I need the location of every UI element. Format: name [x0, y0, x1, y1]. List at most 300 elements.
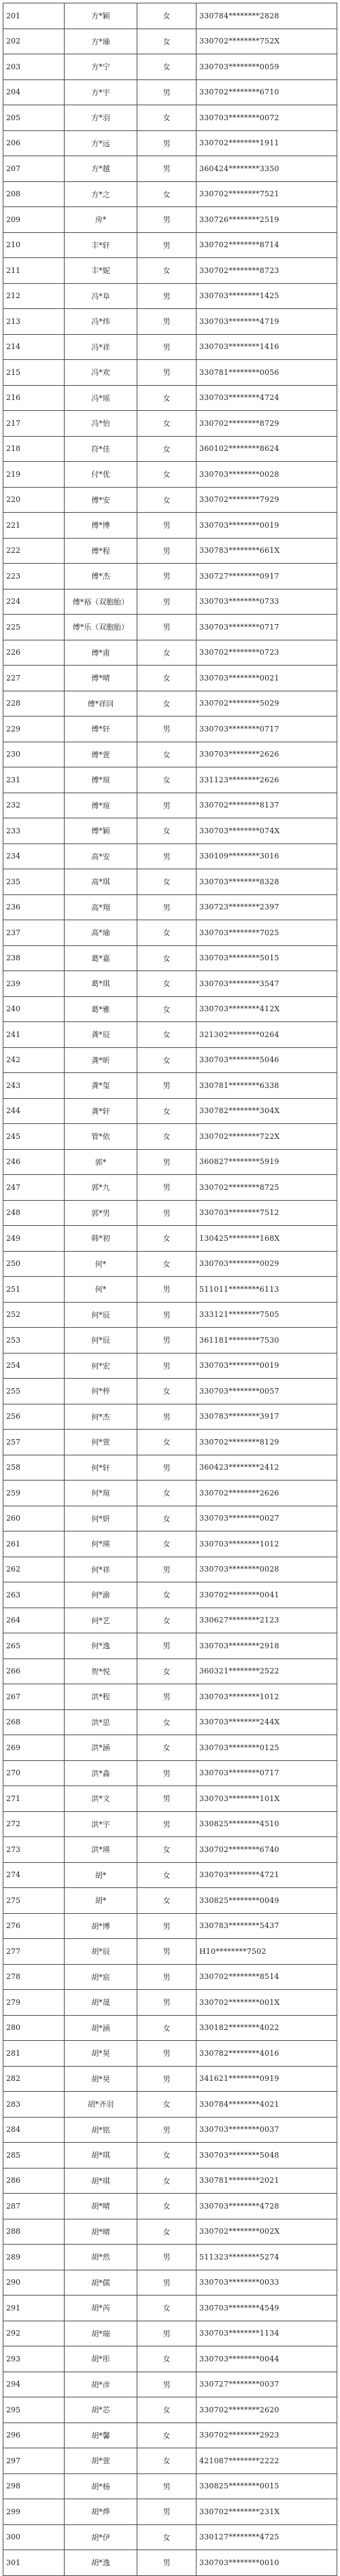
gender-cell: 女: [137, 2397, 197, 2423]
table-row: [3, 640, 337, 666]
student-list: [3, 3, 337, 2576]
id-number-cell: 330703********0125: [197, 1735, 337, 1761]
student-name-cell: 方*宁: [65, 54, 137, 80]
id-number-cell: 330702********722X: [197, 1124, 337, 1150]
student-name-cell: 胡*儒: [65, 2270, 137, 2296]
student-name-cell: 管*依: [65, 1124, 137, 1150]
gender-cell: 男: [137, 1404, 197, 1430]
table-row: [3, 2219, 337, 2245]
student-name-cell: 胡*昊: [65, 2041, 137, 2067]
student-name-cell: 贺*悦: [65, 1658, 137, 1684]
row-number-cell: 276: [3, 1913, 65, 1939]
row-number-cell: 239: [3, 971, 65, 997]
student-name-cell: 葛*雅: [65, 996, 137, 1022]
table-row: [3, 767, 337, 793]
id-number-cell: 511323********5274: [197, 2245, 337, 2270]
student-name-cell: 房*: [65, 207, 137, 233]
student-name-cell: 冯*炜: [65, 309, 137, 335]
gender-cell: 男: [137, 2550, 197, 2576]
student-name-cell: 高*安: [65, 843, 137, 869]
table-row: [3, 1786, 337, 1812]
row-number-cell: 289: [3, 2245, 65, 2270]
student-name-cell: 冯*欢: [65, 360, 137, 386]
student-name-cell: 洪*文: [65, 1786, 137, 1812]
gender-cell: 男: [137, 1633, 197, 1659]
id-number-cell: 330783********3917: [197, 1404, 337, 1430]
student-name-cell: 郭*: [65, 1149, 137, 1175]
id-number-cell: 330703********2626: [197, 742, 337, 767]
id-number-cell: 341621********0919: [197, 2066, 337, 2092]
row-number-cell: 210: [3, 232, 65, 258]
row-number-cell: 263: [3, 1582, 65, 1608]
id-number-cell: 330702********6740: [197, 1837, 337, 1863]
table-row: [3, 716, 337, 742]
id-number-cell: 330703********1416: [197, 334, 337, 360]
row-number-cell: 277: [3, 1939, 65, 1965]
student-name-cell: 胡*辰: [65, 1939, 137, 1965]
gender-cell: 女: [137, 1430, 197, 1455]
table-row: [3, 360, 337, 386]
gender-cell: 男: [137, 1760, 197, 1786]
student-name-cell: 方*颖: [65, 3, 137, 29]
table-row: [3, 3, 337, 29]
row-number-cell: 258: [3, 1455, 65, 1481]
table-row: [3, 385, 337, 411]
table-row: [3, 1760, 337, 1786]
row-number-cell: 268: [3, 1709, 65, 1735]
row-number-cell: 230: [3, 742, 65, 767]
row-number-cell: 216: [3, 385, 65, 411]
student-name-cell: 胡*宸: [65, 1964, 137, 1990]
student-name-cell: 胡*齐羽: [65, 2092, 137, 2118]
table-row: [3, 207, 337, 233]
student-name-cell: 何*梓: [65, 1379, 137, 1404]
gender-cell: 男: [137, 2372, 197, 2397]
row-number-cell: 271: [3, 1786, 65, 1812]
table-row: [3, 487, 337, 513]
row-number-cell: 297: [3, 2448, 65, 2474]
id-number-cell: 360424********3350: [197, 156, 337, 182]
id-number-cell: 330703********0733: [197, 589, 337, 615]
gender-cell: 女: [137, 2346, 197, 2372]
row-number-cell: 273: [3, 1837, 65, 1863]
student-name-cell: 郭*九: [65, 1175, 137, 1201]
gender-cell: 男: [137, 1964, 197, 1990]
id-number-cell: 330825********0049: [197, 1888, 337, 1914]
table-row: [3, 1022, 337, 1048]
gender-cell: 男: [137, 564, 197, 589]
gender-cell: 男: [137, 309, 197, 335]
gender-cell: 男: [137, 2245, 197, 2270]
student-name-cell: 方*远: [65, 130, 137, 156]
table-row: [3, 1633, 337, 1659]
student-name-cell: 方*瑜: [65, 29, 137, 54]
gender-cell: 男: [137, 615, 197, 640]
table-row: [3, 2092, 337, 2118]
id-number-cell: 330703********0021: [197, 666, 337, 691]
id-number-cell: 511011********6113: [197, 1277, 337, 1303]
student-name-cell: 胡*馨: [65, 2423, 137, 2448]
student-name-cell: 何*辰: [65, 1302, 137, 1328]
student-name-cell: 方*宇: [65, 79, 137, 105]
row-number-cell: 292: [3, 2321, 65, 2346]
id-number-cell: 330703********3547: [197, 971, 337, 997]
student-name-cell: 何*艺: [65, 1608, 137, 1633]
id-number-cell: 330781********0056: [197, 360, 337, 386]
row-number-cell: 299: [3, 2499, 65, 2525]
gender-cell: 女: [137, 181, 197, 207]
row-number-cell: 296: [3, 2423, 65, 2448]
student-name-cell: 傅*祥回: [65, 691, 137, 716]
table-row: [3, 105, 337, 131]
table-row: [3, 2041, 337, 2067]
student-name-cell: 方*之: [65, 181, 137, 207]
table-row: [3, 793, 337, 818]
row-number-cell: 250: [3, 1251, 65, 1277]
student-name-cell: 胡*逸: [65, 2550, 137, 2576]
table-row: [3, 996, 337, 1022]
student-name-cell: 龚*辰: [65, 1022, 137, 1048]
gender-cell: 女: [137, 2194, 197, 2219]
table-row: [3, 2296, 337, 2321]
gender-cell: 女: [137, 640, 197, 666]
student-name-cell: 胡*烨: [65, 2499, 137, 2525]
gender-cell: 女: [137, 818, 197, 844]
id-number-cell: 330703********0019: [197, 1353, 337, 1379]
table-row: [3, 1226, 337, 1252]
row-number-cell: 209: [3, 207, 65, 233]
row-number-cell: 224: [3, 589, 65, 615]
row-number-cell: 202: [3, 29, 65, 54]
gender-cell: 男: [137, 1990, 197, 2016]
row-number-cell: 293: [3, 2346, 65, 2372]
table-row: [3, 79, 337, 105]
gender-cell: 男: [137, 2270, 197, 2296]
gender-cell: 男: [137, 2499, 197, 2525]
gender-cell: 男: [137, 232, 197, 258]
student-name-cell: 胡*涵: [65, 2015, 137, 2041]
table-row: [3, 2117, 337, 2143]
table-row: [3, 1302, 337, 1328]
id-number-cell: 330825********0015: [197, 2473, 337, 2499]
gender-cell: 女: [137, 1735, 197, 1761]
id-number-cell: 330703********7025: [197, 920, 337, 946]
row-number-cell: 213: [3, 309, 65, 335]
id-number-cell: 330783********661X: [197, 538, 337, 564]
gender-cell: 男: [137, 79, 197, 105]
table-row: [3, 1939, 337, 1965]
table-row: [3, 1175, 337, 1201]
student-name-cell: 洪*思: [65, 1709, 137, 1735]
student-name-cell: 方*羽: [65, 105, 137, 131]
row-number-cell: 205: [3, 105, 65, 131]
table-row: [3, 29, 337, 54]
table-row: [3, 1964, 337, 1990]
student-name-cell: 何*辰: [65, 1328, 137, 1354]
table-row: [3, 1251, 337, 1277]
row-number-cell: 267: [3, 1684, 65, 1710]
row-number-cell: 286: [3, 2168, 65, 2194]
student-name-cell: 胡*芯: [65, 2397, 137, 2423]
student-name-cell: 何*杰: [65, 1404, 137, 1430]
gender-cell: 女: [137, 462, 197, 488]
row-number-cell: 235: [3, 869, 65, 895]
student-name-cell: 胡*晴: [65, 2219, 137, 2245]
row-number-cell: 240: [3, 996, 65, 1022]
gender-cell: 女: [137, 29, 197, 54]
table-row: [3, 1709, 337, 1735]
student-name-cell: 洪*宇: [65, 1811, 137, 1837]
id-number-cell: 330703********0057: [197, 1379, 337, 1404]
id-number-cell: 330703********0033: [197, 2270, 337, 2296]
student-name-cell: 何*瑛: [65, 1531, 137, 1557]
student-name-cell: 何*瑄: [65, 1481, 137, 1506]
id-number-cell: 330703********0010: [197, 2550, 337, 2576]
id-number-cell: 330703********101X: [197, 1786, 337, 1812]
id-number-cell: 330783********5437: [197, 1913, 337, 1939]
student-name-cell: 丰*妮: [65, 258, 137, 284]
table-row: [3, 589, 337, 615]
table-row: [3, 283, 337, 309]
student-name-cell: 傅*晴: [65, 666, 137, 691]
row-number-cell: 251: [3, 1277, 65, 1303]
id-number-cell: 330703********1134: [197, 2321, 337, 2346]
student-name-cell: 洪*淼: [65, 1760, 137, 1786]
gender-cell: 女: [137, 1608, 197, 1633]
gender-cell: 男: [137, 1913, 197, 1939]
table-row: [3, 2448, 337, 2474]
id-number-cell: 330703********0717: [197, 716, 337, 742]
student-name-cell: 郭*男: [65, 1200, 137, 1226]
gender-cell: 男: [137, 1328, 197, 1354]
id-number-cell: 330723********2397: [197, 894, 337, 920]
gender-cell: 男: [137, 843, 197, 869]
table-row: [3, 1149, 337, 1175]
table-row: [3, 2066, 337, 2092]
student-name-cell: 龚*玺: [65, 1073, 137, 1099]
row-number-cell: 223: [3, 564, 65, 589]
gender-cell: 男: [137, 894, 197, 920]
gender-cell: 女: [137, 971, 197, 997]
id-number-cell: 330781********2021: [197, 2168, 337, 2194]
id-number-cell: 330702********8129: [197, 1430, 337, 1455]
id-number-cell: 330825********4510: [197, 1811, 337, 1837]
table-row: [3, 1658, 337, 1684]
gender-cell: 女: [137, 105, 197, 131]
student-name-cell: 冯*瑶: [65, 385, 137, 411]
row-number-cell: 257: [3, 1430, 65, 1455]
row-number-cell: 204: [3, 79, 65, 105]
id-number-cell: 330703********5046: [197, 1047, 337, 1073]
table-row: [3, 309, 337, 335]
gender-cell: 女: [137, 2143, 197, 2169]
student-name-cell: 傅*杰: [65, 564, 137, 589]
table-row: [3, 1684, 337, 1710]
gender-cell: 女: [137, 945, 197, 971]
table-row: [3, 2372, 337, 2397]
table-row: [3, 2346, 337, 2372]
row-number-cell: 272: [3, 1811, 65, 1837]
id-number-cell: 360423********2412: [197, 1455, 337, 1481]
gender-cell: 女: [137, 1862, 197, 1888]
id-number-cell: 330781********6338: [197, 1073, 337, 1099]
gender-cell: 女: [137, 666, 197, 691]
row-number-cell: 261: [3, 1531, 65, 1557]
row-number-cell: 231: [3, 767, 65, 793]
row-number-cell: 280: [3, 2015, 65, 2041]
gender-cell: 女: [137, 2296, 197, 2321]
table-row: [3, 564, 337, 589]
table-row: [3, 1608, 337, 1633]
row-number-cell: 253: [3, 1328, 65, 1354]
student-name-cell: 丰*轩: [65, 232, 137, 258]
id-number-cell: 330702********6710: [197, 79, 337, 105]
id-number-cell: 330703********2918: [197, 1633, 337, 1659]
gender-cell: 男: [137, 2041, 197, 2067]
row-number-cell: 256: [3, 1404, 65, 1430]
id-number-cell: 330702********7929: [197, 487, 337, 513]
student-name-cell: 胡*彤: [65, 2346, 137, 2372]
student-name-cell: 傅*萱: [65, 742, 137, 767]
id-number-cell: 330702********2620: [197, 2397, 337, 2423]
id-number-cell: 330784********4021: [197, 2092, 337, 2118]
id-number-cell: 330703********0717: [197, 1760, 337, 1786]
row-number-cell: 264: [3, 1608, 65, 1633]
student-name-cell: 胡*彦: [65, 2372, 137, 2397]
table-row: [3, 2321, 337, 2346]
row-number-cell: 270: [3, 1760, 65, 1786]
table-row: [3, 462, 337, 488]
gender-cell: 男: [137, 538, 197, 564]
id-number-cell: 330703********0037: [197, 2117, 337, 2143]
gender-cell: 女: [137, 2423, 197, 2448]
table-row: [3, 666, 337, 691]
row-number-cell: 227: [3, 666, 65, 691]
row-number-cell: 229: [3, 716, 65, 742]
id-number-cell: 330703********5048: [197, 2143, 337, 2169]
table-row: [3, 538, 337, 564]
student-name-cell: 葛*嘉: [65, 945, 137, 971]
id-number-cell: 330782********304X: [197, 1098, 337, 1124]
gender-cell: 男: [137, 1073, 197, 1099]
student-name-cell: 洪*程: [65, 1684, 137, 1710]
row-number-cell: 287: [3, 2194, 65, 2219]
table-row: [3, 1404, 337, 1430]
table-row: [3, 2499, 337, 2525]
row-number-cell: 244: [3, 1098, 65, 1124]
gender-cell: 男: [137, 716, 197, 742]
gender-cell: 女: [137, 2092, 197, 2118]
row-number-cell: 290: [3, 2270, 65, 2296]
table-row: [3, 2168, 337, 2194]
id-number-cell: 360321********2522: [197, 1658, 337, 1684]
student-name-cell: 龚*昕: [65, 1047, 137, 1073]
row-number-cell: 274: [3, 1862, 65, 1888]
student-name-cell: 何*逸: [65, 1633, 137, 1659]
id-number-cell: 330702********002X: [197, 2219, 337, 2245]
row-number-cell: 217: [3, 411, 65, 437]
student-name-cell: 胡*然: [65, 2245, 137, 2270]
table-row: [3, 1455, 337, 1481]
table-row: [3, 436, 337, 462]
table-row: [3, 258, 337, 284]
row-number-cell: 284: [3, 2117, 65, 2143]
id-number-cell: 333121********7505: [197, 1302, 337, 1328]
table-row: [3, 2473, 337, 2499]
table-row: [3, 513, 337, 539]
gender-cell: 女: [137, 1658, 197, 1684]
id-number-cell: 330127********4725: [197, 2524, 337, 2550]
id-number-cell: 330703********0027: [197, 1506, 337, 1531]
id-number-cell: 331123********2626: [197, 767, 337, 793]
student-name-cell: 何*: [65, 1277, 137, 1303]
table-row: [3, 1990, 337, 2016]
student-name-cell: 傅*瑄: [65, 767, 137, 793]
id-number-cell: 330702********0041: [197, 1582, 337, 1608]
gender-cell: 男: [137, 334, 197, 360]
row-number-cell: 265: [3, 1633, 65, 1659]
gender-cell: 男: [137, 283, 197, 309]
id-number-cell: 330702********8714: [197, 232, 337, 258]
table-row: [3, 2524, 337, 2550]
student-name-cell: 符*佳: [65, 436, 137, 462]
table-row: [3, 156, 337, 182]
row-number-cell: 236: [3, 894, 65, 920]
row-number-cell: 288: [3, 2219, 65, 2245]
row-number-cell: 219: [3, 462, 65, 488]
table-row: [3, 130, 337, 156]
row-number-cell: 291: [3, 2296, 65, 2321]
id-number-cell: H10********7502: [197, 1939, 337, 1965]
row-number-cell: 260: [3, 1506, 65, 1531]
gender-cell: 男: [137, 1149, 197, 1175]
table-row: [3, 1430, 337, 1455]
gender-cell: 男: [137, 1277, 197, 1303]
table-row: [3, 945, 337, 971]
table-row: [3, 181, 337, 207]
table-row: [3, 1277, 337, 1303]
table-row: [3, 894, 337, 920]
row-number-cell: 252: [3, 1302, 65, 1328]
row-number-cell: 246: [3, 1149, 65, 1175]
table-row: [3, 2397, 337, 2423]
row-number-cell: 279: [3, 1990, 65, 2016]
table-row: [3, 54, 337, 80]
gender-cell: 男: [137, 1684, 197, 1710]
row-number-cell: 201: [3, 3, 65, 29]
student-name-cell: 傅*轩: [65, 716, 137, 742]
student-name-cell: 付*优: [65, 462, 137, 488]
gender-cell: 男: [137, 1557, 197, 1582]
id-number-cell: 330703********4719: [197, 309, 337, 335]
gender-cell: 男: [137, 2117, 197, 2143]
row-number-cell: 275: [3, 1888, 65, 1914]
table-row: [3, 1379, 337, 1404]
gender-cell: 女: [137, 767, 197, 793]
student-name-cell: 傅*甫: [65, 640, 137, 666]
id-number-cell: 330702********2923: [197, 2423, 337, 2448]
row-number-cell: 222: [3, 538, 65, 564]
student-name-cell: 胡*杨: [65, 2473, 137, 2499]
id-number-cell: 330703********0059: [197, 54, 337, 80]
id-number-cell: 421087********2222: [197, 2448, 337, 2474]
table-row: [3, 2423, 337, 2448]
row-number-cell: 242: [3, 1047, 65, 1073]
row-number-cell: 215: [3, 360, 65, 386]
gender-cell: 女: [137, 742, 197, 767]
table-row: [3, 1200, 337, 1226]
id-number-cell: 330703********4721: [197, 1862, 337, 1888]
